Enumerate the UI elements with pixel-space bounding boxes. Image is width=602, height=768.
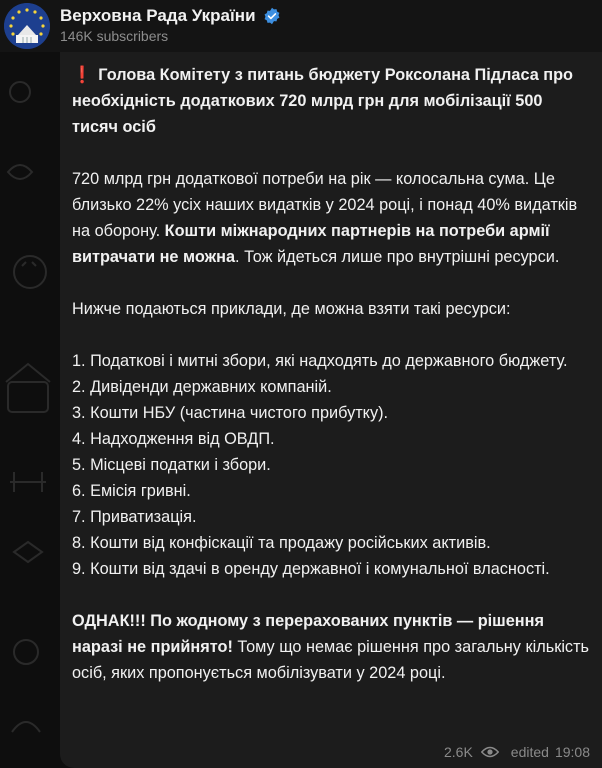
list-item: 9. Кошти від здачі в оренду державної і комунальної власності. — [72, 560, 550, 578]
message-headline — [72, 62, 590, 140]
list-item: 8. Кошти від конфіскації та продажу російських активів. — [72, 534, 491, 552]
paragraph-2: Нижче подаються приклади, де можна взяти такі ресурси: — [72, 300, 511, 318]
rada-emblem-icon — [4, 3, 50, 49]
message-text — [72, 62, 590, 686]
list-item: 6. Емісія гривні. — [72, 482, 191, 500]
paragraph-1 — [72, 166, 590, 270]
list-item: 5. Місцеві податки і збори. — [72, 456, 271, 474]
channel-name: Верховна Рада України — [60, 6, 256, 25]
headline-text: Голова Комітету з питань бюджету Роксолана Підласа про необхідність додаткових 720 млрд грн для мобілізації 500 тисяч осіб — [72, 66, 574, 136]
list-item: 1. Податкові і митні збори, які надходять до державного бюджету. — [72, 352, 568, 370]
list-item: 7. Приватизація. — [72, 508, 197, 526]
final-end: Тому що немає рішення про загальну кількість осіб, яких пропонується мобілізувати у 2024 році. — [72, 638, 590, 682]
final-paragraph — [72, 608, 590, 686]
verified-badge-icon — [263, 7, 281, 25]
paragraph-1-start: 720 млрд грн додаткової потреби на рік — колосальна сума. Це близько 22% усіх наших видатків у 2024 році, і понад 40% видатків на оборону. — [72, 170, 578, 240]
view-count: 2.6K — [443, 744, 473, 760]
message-footer — [444, 744, 590, 760]
list-item: 4. Надходження від ОВДП. — [72, 430, 275, 448]
paragraph-1-end: . Тож йдеться лише про внутрішні ресурси. — [235, 248, 560, 266]
message-bubble[interactable] — [60, 52, 602, 768]
edited-label: edited — [510, 744, 549, 760]
final-bold: ОДНАК!!! По жодному з перерахованих пунктів — рішення наразі не прийнято! — [72, 612, 544, 656]
subscriber-count: 146K subscribers — [60, 28, 169, 44]
list-item: 3. Кошти НБУ (частина чистого прибутку). — [72, 404, 389, 422]
channel-title[interactable] — [60, 6, 281, 26]
paragraph-1-bold: Кошти міжнародних партнерів на потреби армії витрачати не можна — [72, 222, 550, 266]
channel-avatar[interactable] — [4, 3, 50, 49]
list-item: 2. Дивіденди державних компаній. — [72, 378, 332, 396]
channel-header[interactable] — [0, 0, 602, 52]
eye-icon — [481, 746, 499, 758]
exclamation-icon: ❗ — [72, 66, 93, 84]
message-time: 19:08 — [554, 744, 590, 760]
